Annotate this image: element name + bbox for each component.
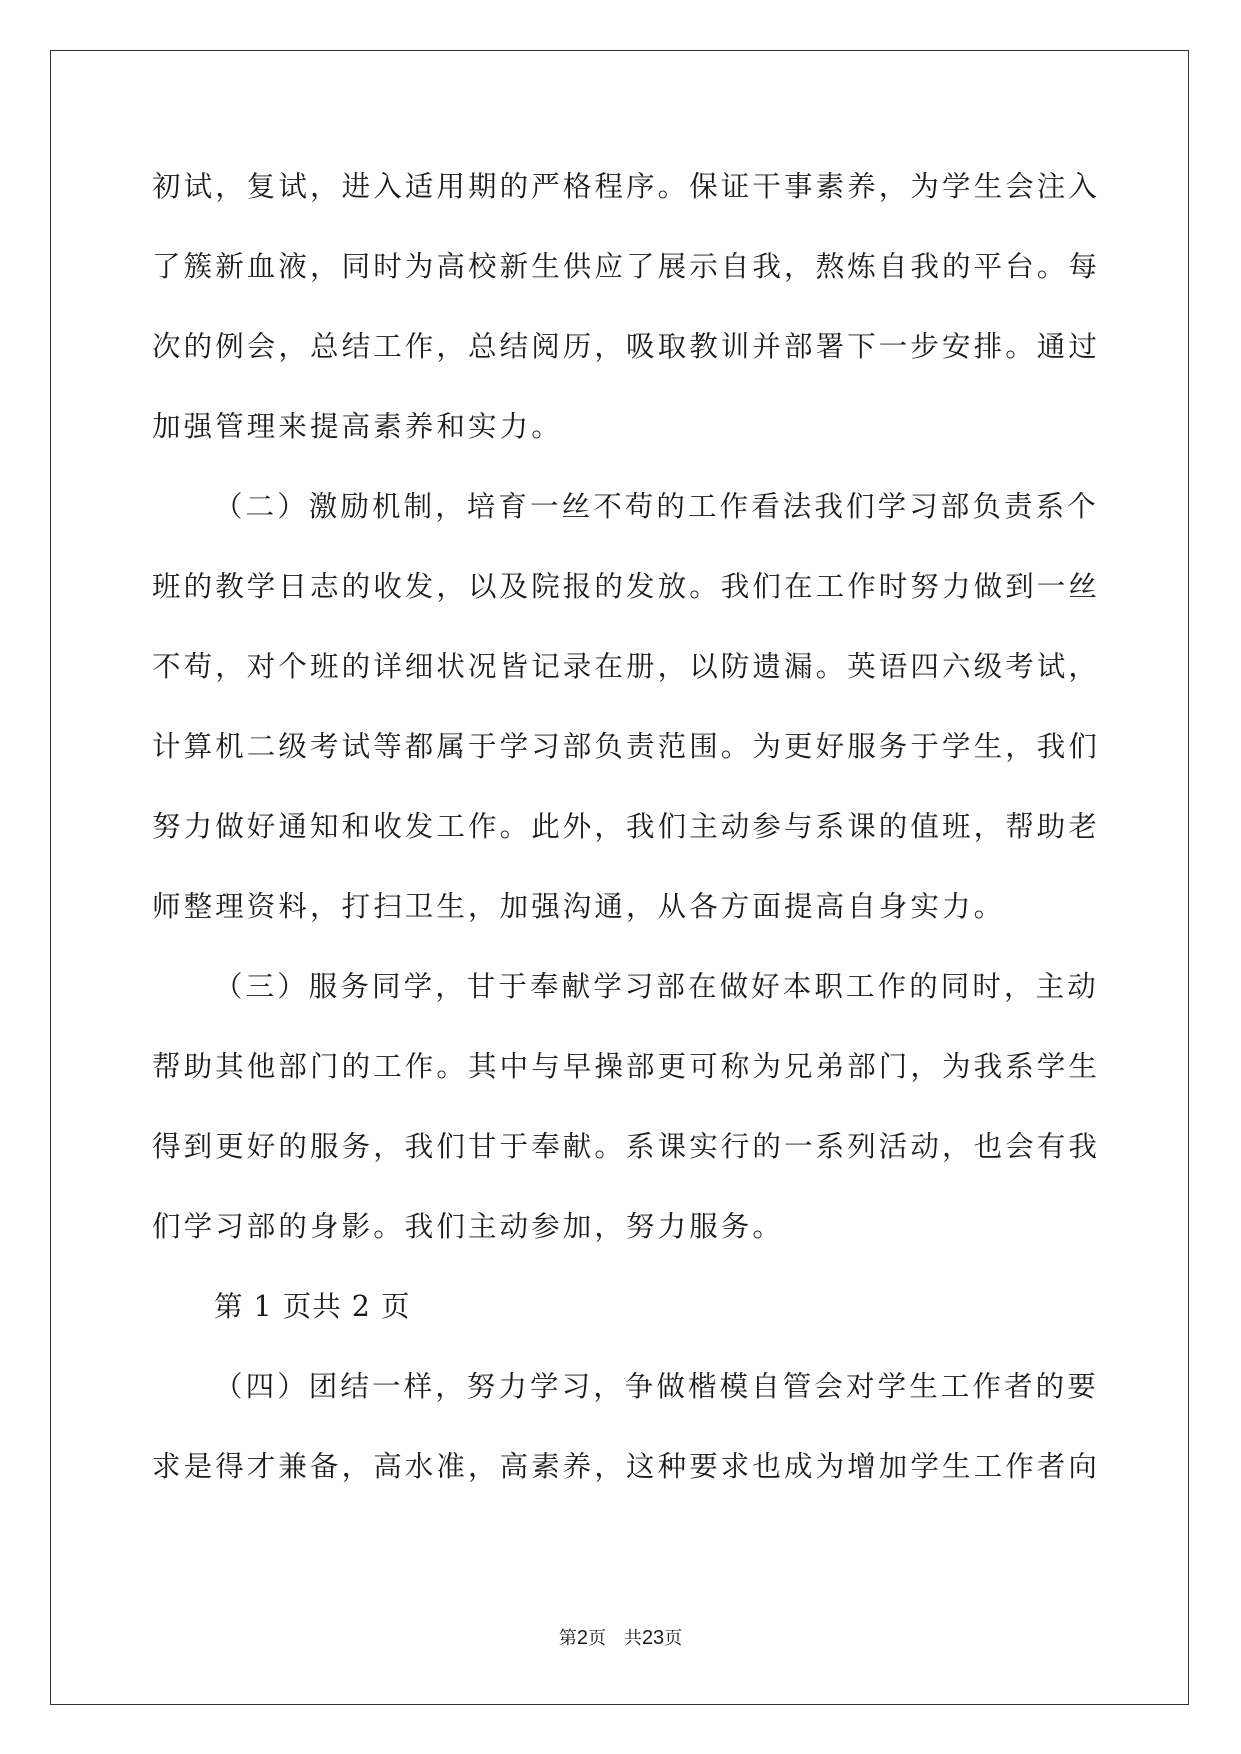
text-line: 初试，复试，进入适用期的严格程序。保证干事素养，为学生会注入	[152, 170, 1101, 203]
text-line: （三）服务同学，甘于奉献学习部在做好本职工作的同时，主动	[214, 970, 1099, 1003]
footer-total-pages: 23	[641, 1627, 665, 1649]
text-line: 班的教学日志的收发，以及院报的发放。我们在工作时努力做到一丝	[152, 570, 1101, 603]
text-line: 师整理资料，打扫卫生，加强沟通，从各方面提高自身实力。	[152, 890, 1006, 923]
text-line: 计算机二级考试等都属于学习部负责范围。为更好服务于学生，我们	[152, 730, 1101, 763]
text-line: 得到更好的服务，我们甘于奉献。系课实行的一系列活动，也会有我	[152, 1130, 1101, 1163]
text-line: 了簇新血液，同时为高校新生供应了展示自我，熬炼自我的平台。每	[152, 250, 1101, 283]
text-line: （四）团结一样，努力学习，争做楷模自管会对学生工作者的要	[214, 1370, 1099, 1403]
footer-middle: 页 共	[587, 1628, 642, 1649]
inline-page-marker	[152, 1280, 1092, 1360]
paragraph	[152, 160, 1101, 480]
text-line: 帮助其他部门的工作。其中与早操部更可称为兄弟部门，为我系学生	[152, 1050, 1101, 1083]
paragraph	[152, 960, 1101, 1280]
text-line: 努力做好通知和收发工作。此外，我们主动参与系课的值班，帮助老	[152, 810, 1101, 843]
footer-current-page: 2	[576, 1627, 588, 1649]
footer-suffix: 页	[664, 1628, 683, 1649]
document-body	[152, 160, 1101, 1520]
text-line: 加强管理来提高素养和实力。	[152, 410, 563, 443]
paragraph	[152, 480, 1101, 960]
text-line: 求是得才兼备，高水准，高素养，这种要求也成为增加学生工作者向	[152, 1450, 1101, 1483]
text-line: 第 1 页共 2 页	[214, 1290, 411, 1323]
text-line: （二）激励机制，培育一丝不苟的工作看法我们学习部负责系个	[214, 490, 1099, 523]
footer-prefix: 第	[558, 1628, 577, 1649]
text-line: 次的例会，总结工作，总结阅历，吸取教训并部署下一步安排。通过	[152, 330, 1101, 363]
paragraph	[152, 1360, 1101, 1520]
text-line: 不苟，对个班的详细状况皆记录在册，以防遗漏。英语四六级考试，	[152, 650, 1101, 683]
page-footer	[0, 1624, 1241, 1650]
text-line: 们学习部的身影。我们主动参加，努力服务。	[152, 1210, 785, 1243]
